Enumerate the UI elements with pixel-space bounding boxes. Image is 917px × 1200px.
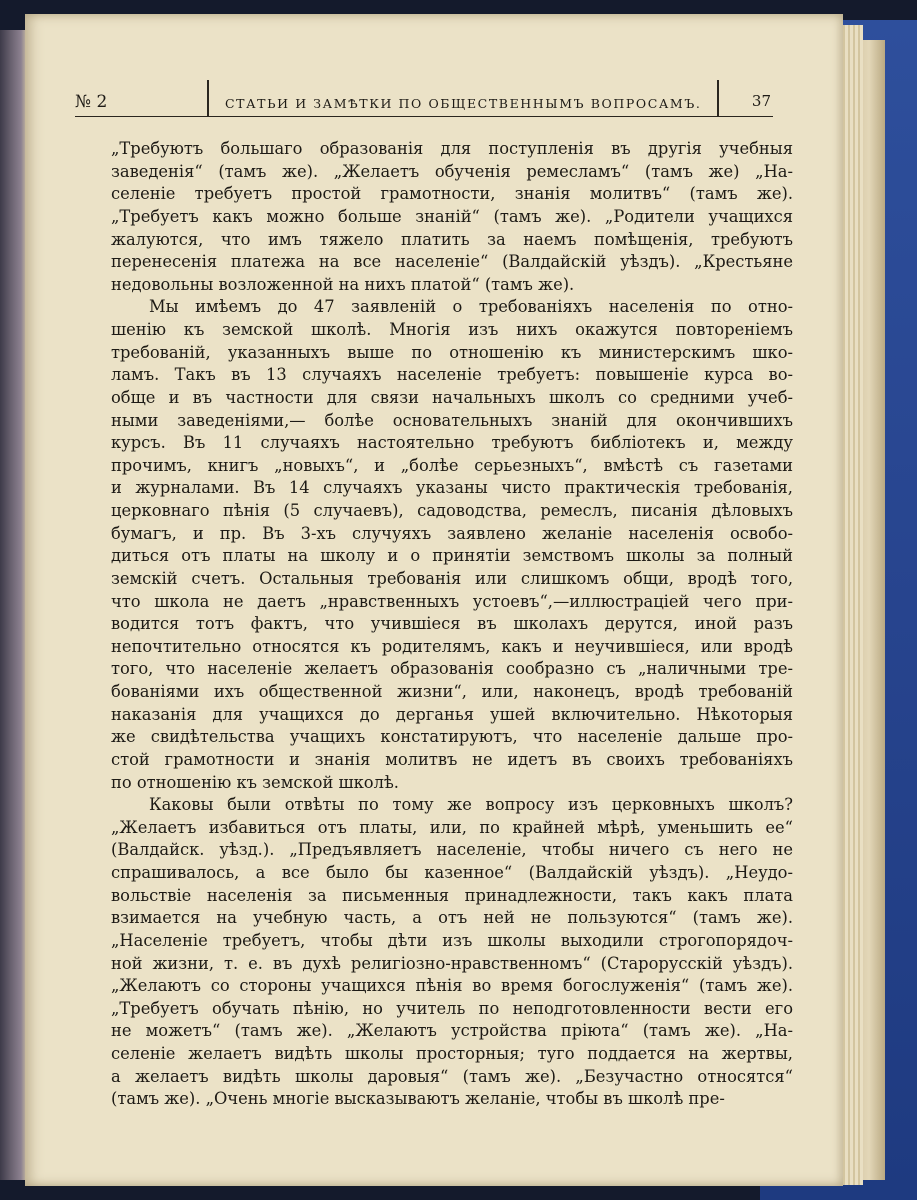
text-line: курсъ. Въ 11 случаяхъ настоятельно требуютъ библіотекъ и, между [111, 433, 793, 453]
text-line: заведенія“ (тамъ же). „Желаетъ обученія ремесламъ“ (тамъ же) „На- [111, 161, 793, 181]
text-line: стой грамотности и знанія молитвъ не идетъ въ своихъ требованіяхъ [111, 749, 793, 769]
text-line: по отношенію къ земской школѣ. [111, 772, 399, 792]
text-line: спрашивалось, а все было бы казенное“ (Валдайскій уѣздъ). „Неудо- [111, 863, 793, 882]
text-line: бумагъ, и пр. Въ 3-хъ случуяхъ заявлено желаніе населенія освобо- [111, 523, 793, 543]
header-divider-left [207, 80, 209, 116]
text-line: „Требуетъ обучать пѣнію, но учитель по неподготовленности вести его [111, 998, 793, 1018]
text-line: и журналами. Въ 14 случаяхъ указаны чисто практическія требованія, [111, 478, 793, 498]
text-line: бованіями ихъ общественной жизни“, или, наконецъ, вродѣ требованій [111, 682, 793, 701]
text-line: земскій счетъ. Остальныя требованія или слишкомъ общи, вродѣ того, [111, 568, 793, 588]
text-line: диться отъ платы на школу и о принятіи земствомъ школы за полный [111, 546, 793, 566]
book-spine-edge [0, 30, 28, 1180]
text-line: шенію къ земской школѣ. Многія изъ нихъ окажутся повтореніемъ [111, 320, 793, 339]
text-line: (Валдайск. уѣзд.). „Предъявляетъ населеніе, чтобы ничего съ него не [111, 840, 793, 860]
text-line: недовольны возложенной на нихъ платой“ (тамъ же). [111, 274, 575, 294]
text-line: жалуются, что имъ тяжело платить за наемъ помѣщенія, требуютъ [111, 229, 793, 249]
text-line: „Требуетъ какъ можно больше знаній“ (тамъ же). „Родители учащихся [111, 206, 793, 226]
text-line: же свидѣтельства учащихъ констатируютъ, что населеніе дальше про- [111, 727, 793, 747]
paragraph [111, 794, 793, 1111]
text-line: прочимъ, книгъ „новыхъ“, и „болѣе серьезныхъ“, вмѣстѣ съ газетами [111, 455, 793, 475]
text-line: ламъ. Такъ въ 13 случаяхъ населеніе требуетъ: повышеніе курса во- [111, 365, 793, 385]
text-line: непочтительно относятся къ родителямъ, какъ и неучившіеся, или вродѣ [111, 636, 793, 656]
text-line: наказанія для учащихся до дерганья ушей включительно. Нѣкоторыя [111, 704, 793, 724]
paragraph [111, 138, 793, 296]
text-line: Мы имѣемъ до 47 заявленій о требованіяхъ населенія по отно- [149, 297, 793, 317]
text-line: селеніе желаетъ видѣть школы просторныя; туго поддается на жертвы, [111, 1044, 793, 1063]
page-number: 37 [751, 92, 771, 110]
header-divider-right [717, 80, 719, 116]
text-line: того, что населеніе желаетъ образованія сообразно съ „наличными тре- [111, 659, 793, 679]
text-line: обще и въ частности для связи начальныхъ школъ со средними учеб- [111, 387, 793, 407]
text-line: а желаетъ видѣть школы даровыя“ (тамъ же). „Безучастно относятся“ [111, 1066, 793, 1086]
running-title: СТАТЬИ И ЗАМѢТКИ ПО ОБЩЕСТВЕННЫМЪ ВОПРОСАМЪ. [225, 96, 702, 111]
text-line: требованій, указанныхъ выше по отношенію къ министерскимъ шко- [111, 342, 793, 362]
book-page [25, 14, 843, 1186]
running-header [75, 80, 773, 117]
text-line: „Населеніе требуетъ, чтобы дѣти изъ школы выходили строгопорядоч- [111, 930, 793, 950]
text-line: водится тотъ фактъ, что учившіеся въ школахъ дерутся, иной разъ [111, 614, 793, 634]
body-text [111, 138, 793, 1111]
text-line: селеніе требуетъ простой грамотности, знанія молитвъ“ (тамъ же). [111, 184, 793, 204]
text-line: Каковы были отвѣты по тому же вопросу изъ церковныхъ школъ? [149, 795, 793, 815]
paragraph [111, 296, 793, 794]
text-line: „Требуютъ большаго образованія для поступленія въ другія учебныя [111, 139, 793, 158]
issue-number: № 2 [75, 92, 108, 112]
text-line: что школа не даетъ „нравственныхъ устоевъ“,—иллюстраціей чего при- [111, 591, 793, 611]
text-line: перенесенія платежа на все населеніе“ (Валдайскій уѣздъ). „Крестьяне [111, 252, 793, 272]
text-line: „Желаютъ со стороны учащихся пѣнія во время богослуженія“ (тамъ же). [111, 976, 793, 996]
text-line: церковнаго пѣнія (5 случаевъ), садоводства, ремеслъ, писанія дѣловыхъ [111, 501, 793, 520]
text-line: взимается на учебную часть, а отъ ней не пользуются“ (тамъ же). [111, 908, 793, 928]
text-line: не можетъ“ (тамъ же). „Желаютъ устройства пріюта“ (тамъ же). „На- [111, 1021, 793, 1041]
text-line: ной жизни, т. е. въ духѣ религіозно-нравственномъ“ (Старорусскій уѣздъ). [111, 953, 793, 973]
text-line: вольствіе населенія за письменныя принадлежности, такъ какъ плата [111, 885, 793, 905]
text-line: (тамъ же). „Очень многіе высказываютъ желаніе, чтобы въ школѣ пре- [111, 1089, 725, 1109]
text-line: „Желаетъ избавиться отъ платы, или, по крайней мѣрѣ, уменьшить ее“ [111, 817, 793, 837]
text-line: ными заведеніями,— болѣе основательныхъ знаній для окончившихъ [111, 410, 793, 430]
